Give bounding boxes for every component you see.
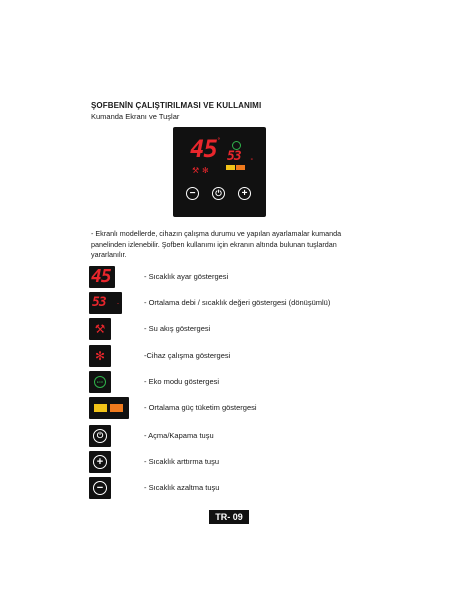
page-subheading: Kumanda Ekranı ve Tuşlar (91, 112, 180, 121)
eco-mode-icon: ECO (89, 371, 111, 393)
legend-item (89, 345, 389, 367)
water-flow-icon: ⚒ (192, 166, 200, 175)
power-button-icon: ⏻ (212, 187, 225, 200)
minus-button-icon: − (89, 477, 111, 499)
control-panel-image (173, 127, 266, 217)
operation-icon: ✻ (202, 166, 209, 175)
legend-label: - Ortalama güç tüketim göstergesi (144, 403, 257, 412)
page-number: TR- 09 (209, 510, 249, 524)
legend-item (89, 292, 389, 314)
degree-mark: ° (217, 137, 220, 144)
legend-label: - Ortalama debi / sıcaklık değeri göstergesi (dönüşümlü) (144, 298, 331, 307)
water-flow-icon: ⚒ (89, 318, 111, 340)
page-heading: ŞOFBENİN ÇALIŞTIRILMASI VE KULLANIMI (91, 101, 262, 110)
power-bar-yellow (226, 165, 235, 170)
flow-display-icon: 53 - (89, 292, 122, 314)
operation-icon: ✻ (89, 345, 111, 367)
intro-paragraph: - Ekranlı modellerde, cihazın çalışma durumu ve yapılan ayarlamalar kumanda panelinden izlenebilir. Şofben kullanımı için ekranın altında bulunan tuşlardan yararlanılır. (91, 229, 342, 260)
minus-button-icon: − (186, 187, 199, 200)
legend-item (89, 477, 389, 499)
legend-label: - Su akış göstergesi (144, 324, 211, 333)
legend-item (89, 451, 389, 473)
legend-item (89, 371, 389, 393)
legend-item (89, 318, 389, 340)
legend-label: -Cihaz çalışma göstergesi (144, 351, 231, 360)
legend-item (89, 266, 389, 288)
power-button-icon: ⏻ (89, 425, 111, 447)
power-bar-orange (236, 165, 245, 170)
plus-button-icon: + (89, 451, 111, 473)
legend-item (89, 425, 389, 447)
legend-label: - Açma/Kapama tuşu (144, 431, 214, 440)
legend-label: - Sıcaklık arttırma tuşu (144, 457, 220, 466)
legend-item (89, 397, 389, 419)
temperature-display: 45 (190, 135, 217, 163)
temperature-display-icon: 45 (89, 266, 115, 288)
legend-label: - Sıcaklık azaltma tuşu (144, 483, 220, 492)
plus-button-icon: + (238, 187, 251, 200)
unit-mark: - (250, 156, 253, 163)
power-consumption-icon (89, 397, 129, 419)
flow-display: 53 (227, 149, 241, 164)
legend-label: - Sıcaklık ayar göstergesi (144, 272, 229, 281)
legend-label: - Eko modu göstergesi (144, 377, 220, 386)
